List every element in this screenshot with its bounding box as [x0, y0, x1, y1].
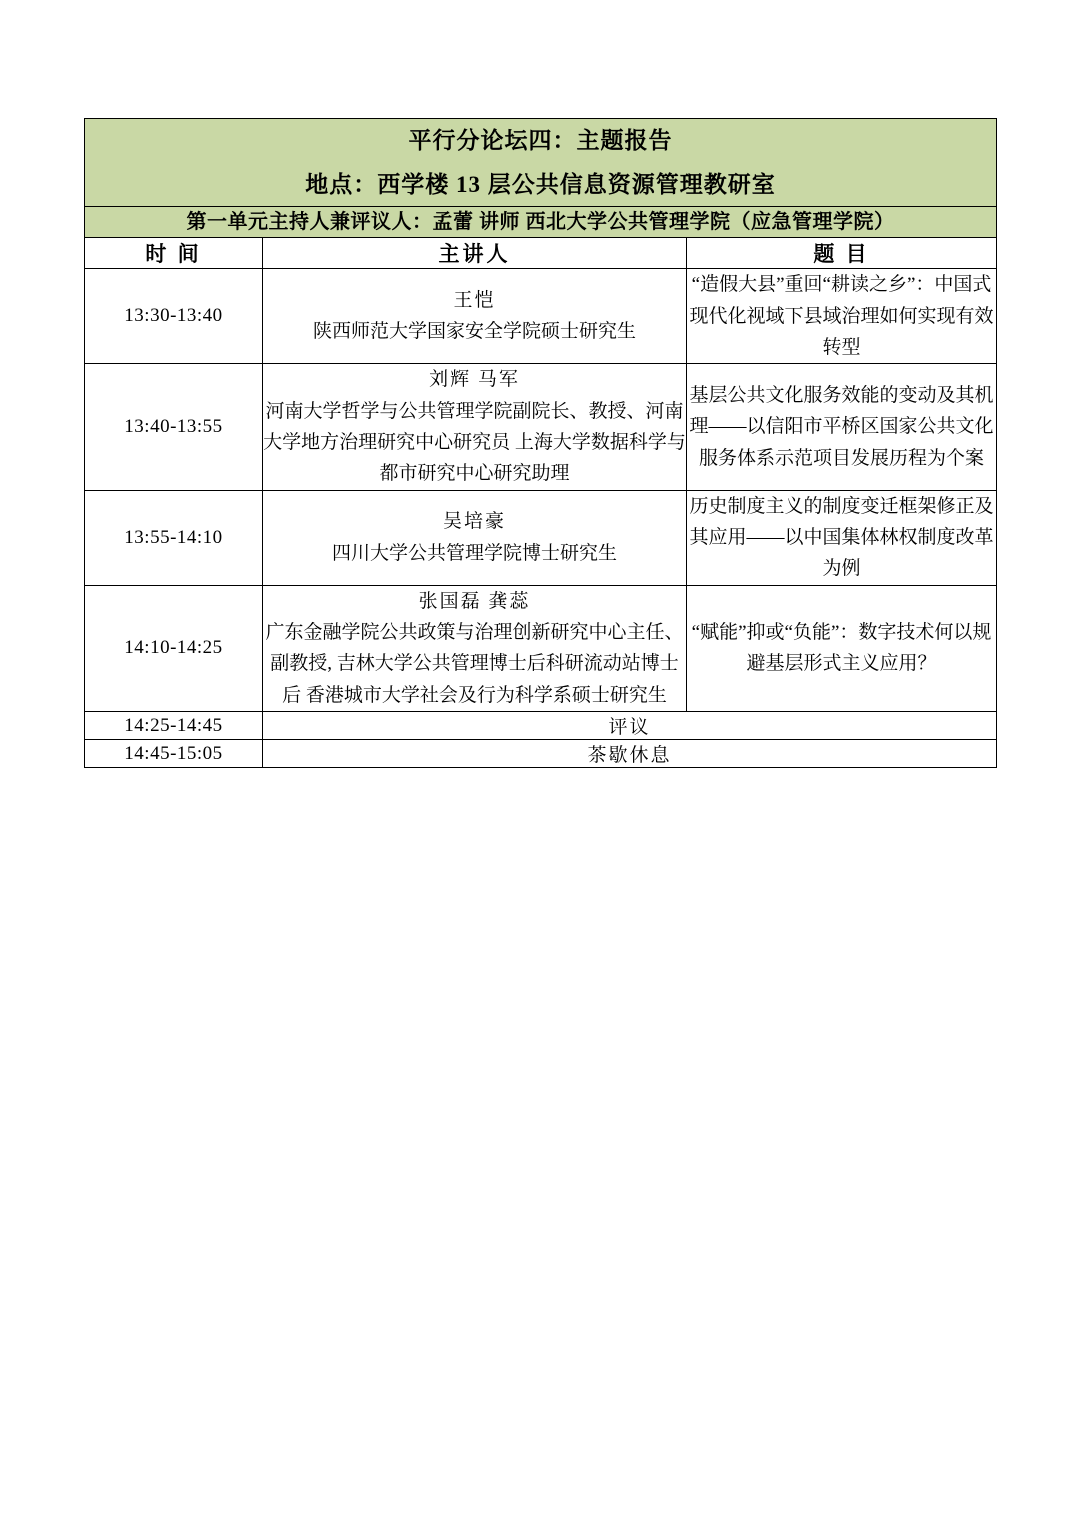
column-header-topic: 题 目 [687, 238, 997, 269]
table-row [85, 490, 997, 585]
chair-text: 第一单元主持人兼评议人：孟蕾 讲师 西北大学公共管理学院（应急管理学院） [186, 211, 895, 234]
forum-schedule-table [84, 118, 997, 768]
chair-row [85, 207, 997, 238]
row-label: 评议 [263, 712, 997, 740]
row-topic: 历史制度主义的制度变迁框架修正及其应用——以中国集体林权制度改革为例 [687, 490, 997, 585]
row-time: 14:45-15:05 [85, 740, 263, 768]
forum-header-cell [85, 119, 997, 207]
table-row [85, 585, 997, 711]
speaker-name: 王恺 [453, 289, 496, 311]
table-row [85, 740, 997, 768]
row-time: 14:10-14:25 [85, 585, 263, 711]
row-time: 13:40-13:55 [85, 364, 263, 490]
speaker-affiliation: 陕西师范大学国家安全学院硕士研究生 [312, 321, 636, 343]
speaker-affiliation: 四川大学公共管理学院博士研究生 [331, 542, 617, 564]
header-row [85, 119, 997, 207]
row-time: 13:30-13:40 [85, 269, 263, 364]
row-topic: “造假大县”重回“耕读之乡”：中国式现代化视域下县域治理如何实现有效转型 [687, 269, 997, 364]
row-speaker [263, 269, 687, 364]
row-topic: 基层公共文化服务效能的变动及其机理——以信阳市平桥区国家公共文化服务体系示范项目发展历程为个案 [687, 364, 997, 490]
forum-title: 平行分论坛四：主题报告 [408, 128, 673, 153]
row-time: 13:55-14:10 [85, 490, 263, 585]
row-time: 14:25-14:45 [85, 712, 263, 740]
table-row [85, 712, 997, 740]
table-row [85, 269, 997, 364]
speaker-name: 张国磊 龚蕊 [418, 590, 531, 612]
column-header-speaker: 主讲人 [263, 238, 687, 269]
row-label: 茶歇休息 [263, 740, 997, 768]
speaker-affiliation: 广东金融学院公共政策与治理创新研究中心主任、副教授, 吉林大学公共管理博士后科研流动站博士后 香港城市大学社会及行为科学系硕士研究生 [265, 622, 684, 706]
forum-venue: 地点：西学楼 13 层公共信息资源管理教研室 [305, 171, 776, 197]
row-speaker [263, 364, 687, 490]
chair-cell [85, 207, 997, 238]
column-header-row [85, 238, 997, 269]
speaker-affiliation: 河南大学哲学与公共管理学院副院长、教授、河南大学地方治理研究中心研究员 上海大学数据科学与都市研究中心研究助理 [263, 400, 686, 485]
speaker-name: 刘辉 马军 [429, 369, 520, 391]
column-header-time: 时 间 [85, 238, 263, 269]
table-row [85, 364, 997, 490]
speaker-name: 吴培豪 [442, 511, 506, 533]
row-topic: “赋能”抑或“负能”：数字技术何以规避基层形式主义应用？ [687, 585, 997, 711]
row-speaker [263, 585, 687, 711]
row-speaker [263, 490, 687, 585]
